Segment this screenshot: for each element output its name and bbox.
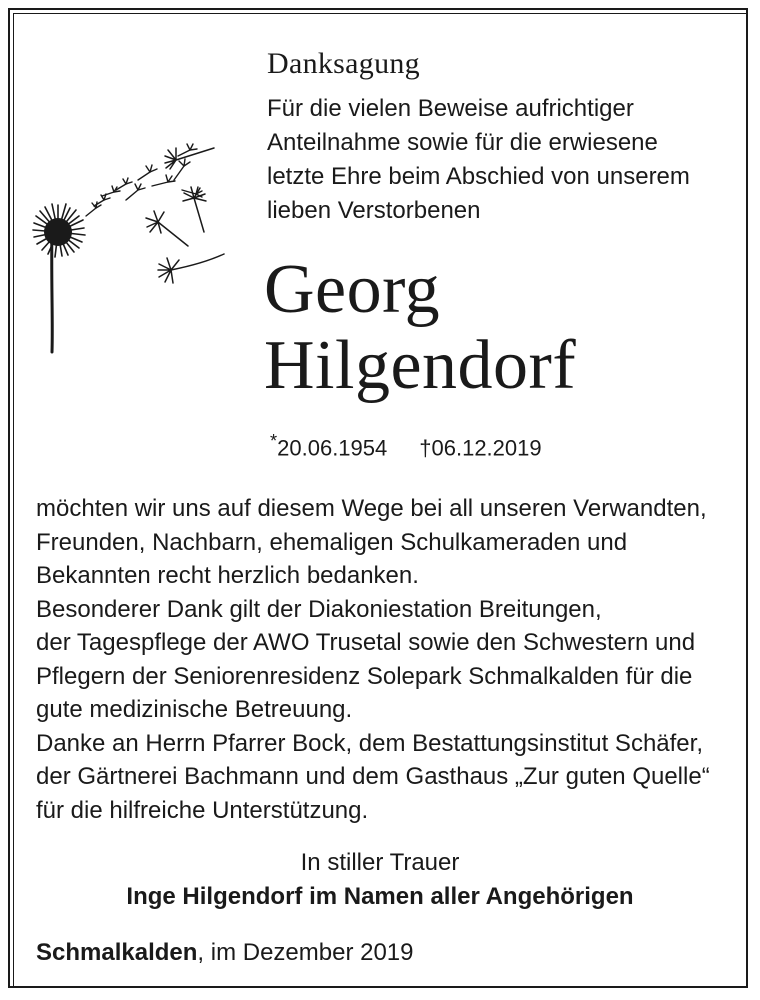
body-line: gute medizinische Betreuung. — [36, 696, 353, 723]
death-symbol: † — [419, 435, 432, 461]
deceased-name — [264, 252, 576, 404]
life-dates — [270, 426, 542, 463]
last-name: Hilgendorf — [264, 327, 577, 404]
death-date: 06.12.2019 — [431, 435, 542, 461]
body-line: Freunden, Nachbarn, ehemaligen Schulkameraden und — [36, 528, 628, 556]
intro-line: lieben Verstorbenen — [267, 197, 481, 224]
intro-line: letzte Ehre beim Abschied von unserem — [267, 163, 690, 190]
dandelion-icon — [26, 120, 236, 360]
body-line: Besonderer Dank gilt der Diakoniestation Breitungen, — [36, 595, 602, 623]
intro-text — [267, 92, 737, 228]
place-month: , im Dezember 2019 — [197, 939, 414, 966]
body-line: der Gärtnerei Bachmann und dem Gasthaus „Zur guten Quelle“ — [36, 763, 710, 790]
body-line: möchten wir uns auf diesem Wege bei all unseren Verwandten, — [36, 495, 707, 522]
signer-line: Inge Hilgendorf im Namen aller Angehörigen — [126, 883, 634, 910]
mourning-line: In stiller Trauer — [300, 849, 460, 876]
birth-symbol: * — [270, 430, 278, 451]
body-line: für die hilfreiche Unterstützung. — [36, 796, 369, 824]
first-name: Georg — [264, 251, 441, 328]
place-date — [36, 936, 414, 970]
birth-date: 20.06.1954 — [277, 435, 388, 461]
body-line: Pflegern der Seniorenresidenz Solepark Schmalkalden für die — [36, 662, 693, 690]
body-line: der Tagespflege der AWO Trusetal sowie den Schwestern und — [36, 629, 696, 656]
page-title: Danksagung — [267, 47, 420, 80]
body-line: Bekannten recht herzlich bedanken. — [36, 562, 419, 589]
body-line: Danke an Herrn Pfarrer Bock, dem Bestattungsinstitut Schäfer, — [36, 729, 703, 757]
intro-line: Für die vielen Beweise aufrichtiger — [267, 95, 634, 122]
intro-line: Anteilnahme sowie für die erwiesene — [267, 129, 658, 156]
thanks-text — [36, 492, 736, 827]
place-city: Schmalkalden — [36, 939, 198, 966]
